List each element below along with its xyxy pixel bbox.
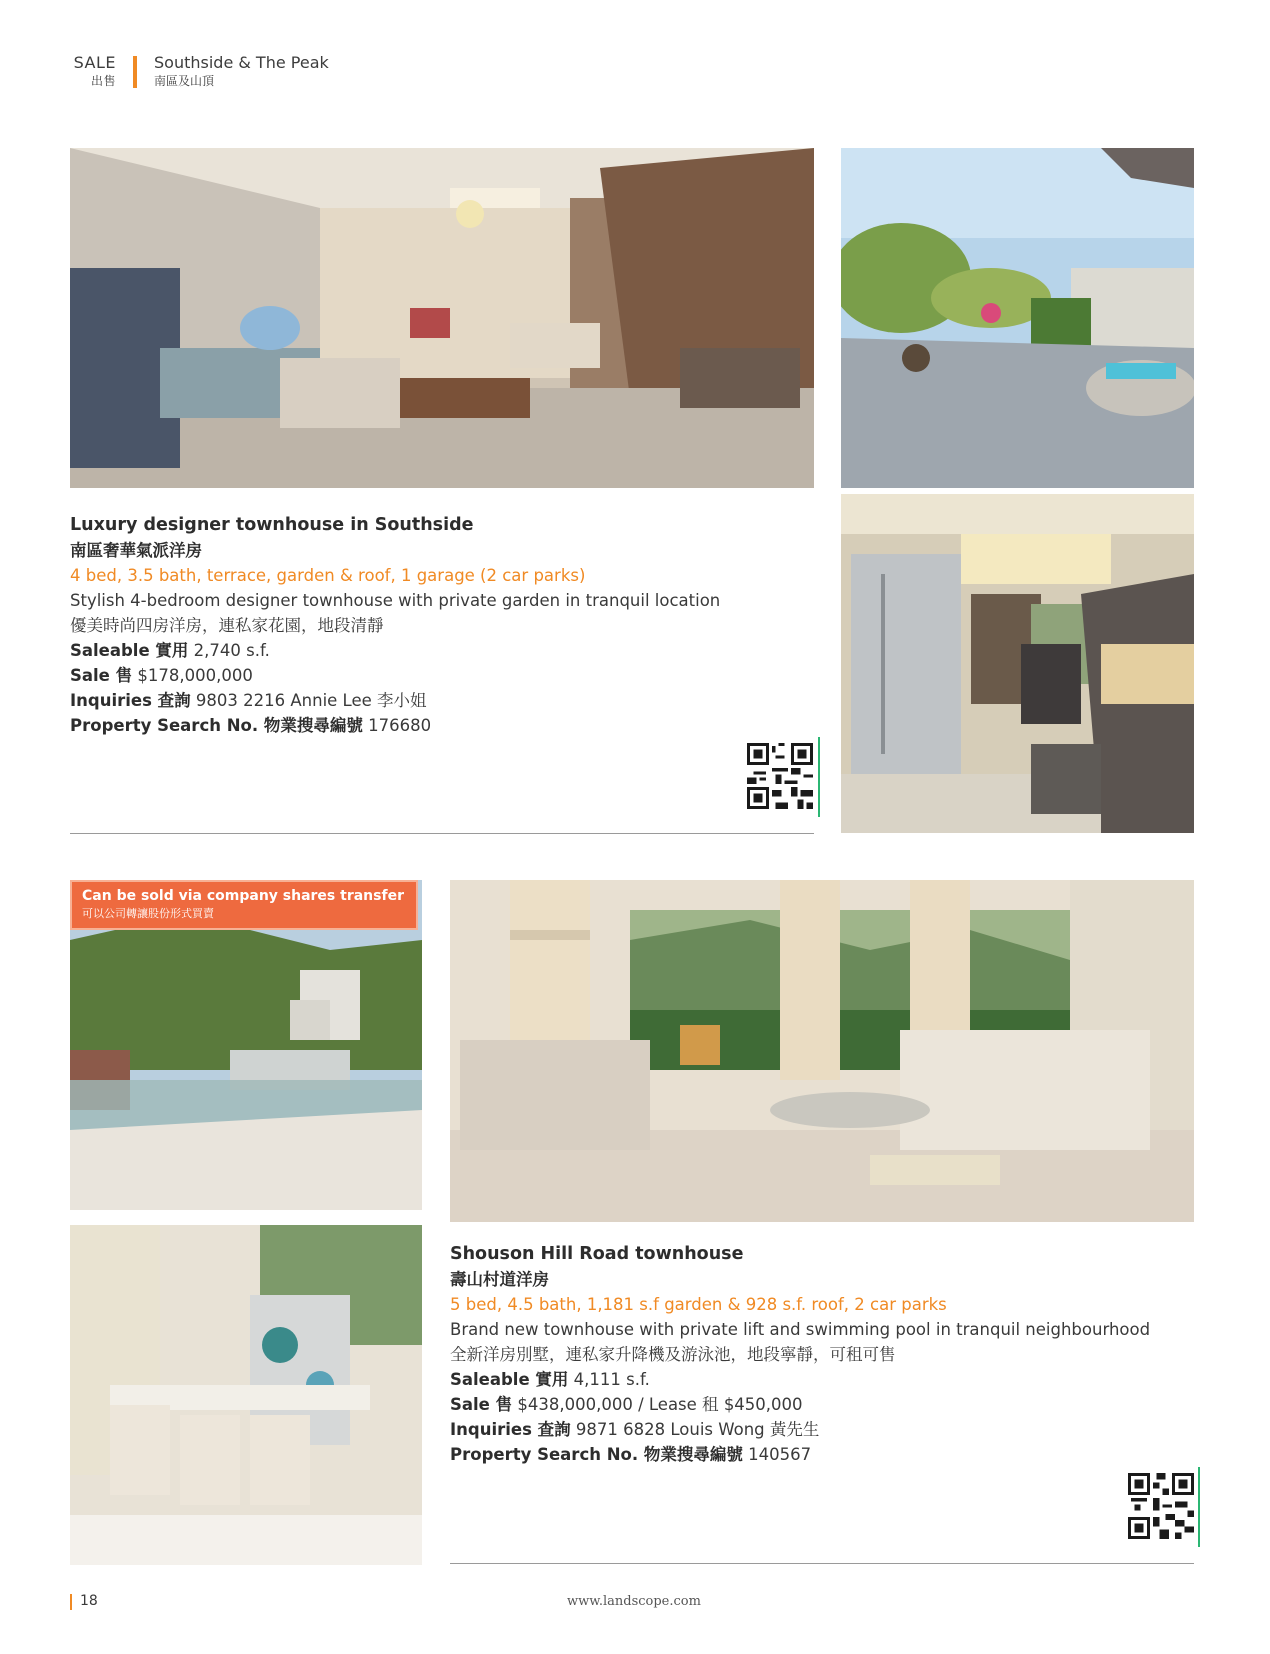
listing-description-zh: 優美時尚四房洋房，連私家花園，地段清靜 (70, 616, 384, 635)
listing-title: Shouson Hill Road townhouse (450, 1244, 744, 1264)
search-value: 176680 (368, 716, 432, 735)
listing-spec: 4 bed, 3.5 bath, terrace, garden & roof, 1 garage (2 car parks) (70, 566, 586, 585)
inquiries-label: Inquiries 查詢 (70, 691, 191, 710)
listing-title-zh: 壽山村道洋房 (450, 1270, 549, 1289)
header-divider (133, 56, 137, 88)
lease-label: Lease 租 (648, 1395, 719, 1414)
region-label-zh: 南區及山頂 (154, 74, 215, 88)
saleable-value: 2,740 s.f. (193, 641, 270, 660)
living-room-photo-2 (450, 880, 1194, 1222)
dining-room-photo (70, 1225, 422, 1565)
property-search (70, 713, 790, 738)
listing-2 (450, 1242, 1194, 1467)
sale-value: $178,000,000 (137, 666, 253, 685)
inquiries-label: Inquiries 查詢 (450, 1420, 571, 1439)
saleable-value: 4,111 s.f. (573, 1370, 650, 1389)
divider (70, 833, 814, 834)
kitchen-photo (841, 494, 1194, 833)
sale-value: $438,000,000 (517, 1395, 633, 1414)
footer-marker (70, 1594, 72, 1610)
banner-text-zh: 可以公司轉讓股份形式買賣 (82, 907, 214, 920)
sale-label: Sale 售 (70, 666, 133, 685)
inquiries-value: 9871 6828 Louis Wong 黃先生 (575, 1420, 820, 1439)
rooftop-terrace-photo (841, 148, 1194, 488)
inquiries (70, 688, 790, 713)
saleable-area (70, 638, 790, 663)
divider (450, 1563, 1194, 1564)
qr-accent-line (818, 737, 820, 817)
lease-value: $450,000 (723, 1395, 803, 1414)
sale-lease-price: Sale 售 $438,000,000 / Lease 租 $450,000 (450, 1395, 803, 1414)
saleable-area (450, 1367, 1194, 1392)
saleable-label: Saleable 實用 (70, 641, 189, 660)
region-label (154, 54, 329, 90)
search-value: 140567 (748, 1445, 812, 1464)
saleable-label: Saleable 實用 (450, 1370, 569, 1389)
search-label: Property Search No. 物業搜尋編號 (450, 1445, 743, 1464)
listing-description: Stylish 4-bedroom designer townhouse with private garden in tranquil location (70, 591, 721, 610)
page-number: 18 (80, 1593, 98, 1609)
search-label: Property Search No. 物業搜尋編號 (70, 716, 363, 735)
listing-title-zh: 南區奢華氣派洋房 (70, 541, 202, 560)
listing-spec: 5 bed, 4.5 bath, 1,181 s.f garden & 928 s.f. roof, 2 car parks (450, 1295, 947, 1314)
listing-title: Luxury designer townhouse in Southside (70, 515, 474, 535)
banner-text: Can be sold via company shares transfer (82, 888, 404, 904)
property-search (450, 1442, 1194, 1467)
listing-description-zh: 全新洋房別墅，連私家升降機及游泳池，地段寧靜，可租可售 (450, 1345, 896, 1364)
listing-description: Brand new townhouse with private lift and swimming pool in tranquil neighbourhood (450, 1320, 1151, 1339)
qr-code-icon[interactable] (1128, 1473, 1194, 1539)
region-label-en: Southside & The Peak (154, 53, 329, 72)
living-room-photo (70, 148, 814, 488)
website-url[interactable]: www.landscope.com (567, 1594, 701, 1609)
inquiries (450, 1417, 1194, 1442)
section-label-en: SALE (73, 53, 116, 72)
inquiries-value: 9803 2216 Annie Lee 李小姐 (195, 691, 427, 710)
section-label-zh: 出售 (90, 74, 116, 88)
sale-price (70, 663, 790, 688)
listing-1 (70, 513, 790, 738)
section-label (70, 54, 116, 90)
qr-code-icon[interactable] (747, 743, 813, 809)
promo-banner (70, 880, 418, 930)
sale-label: Sale 售 (450, 1395, 513, 1414)
qr-accent-line (1198, 1467, 1200, 1547)
